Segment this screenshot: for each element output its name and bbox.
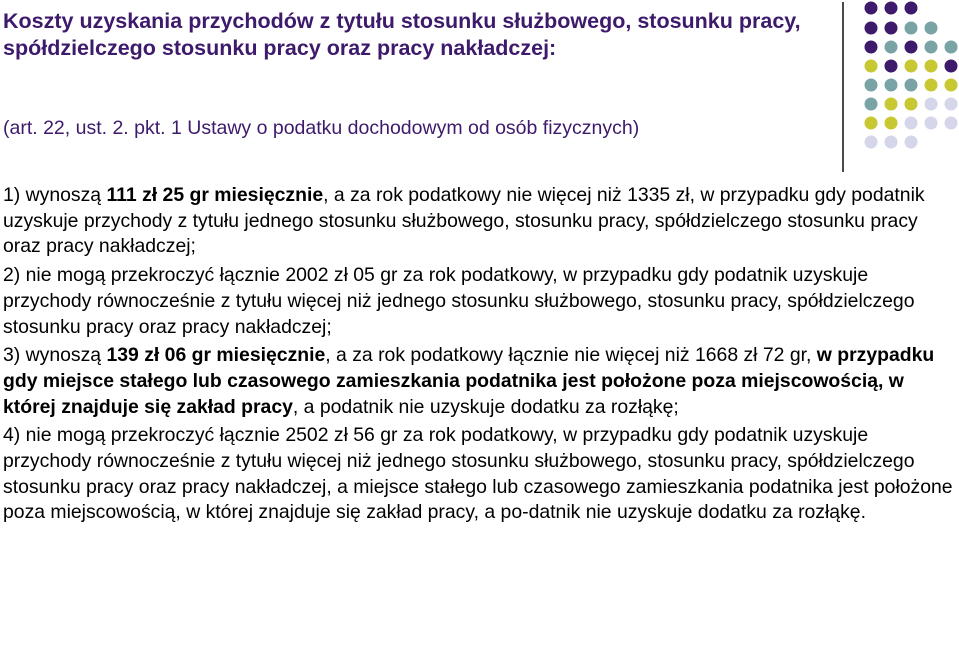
point-4 (3, 423, 953, 526)
decor-dot (905, 60, 918, 73)
decor-dot (945, 79, 958, 92)
decor-dot (925, 60, 938, 73)
point-1-part: 1) wynoszą (3, 184, 107, 206)
decor-dot (925, 117, 938, 130)
decor-dot (885, 136, 898, 149)
decor-dot (865, 98, 878, 111)
decor-dot (945, 41, 958, 54)
decor-dot (905, 79, 918, 92)
decor-dot (865, 136, 878, 149)
decor-dot (925, 79, 938, 92)
decor-dot (885, 60, 898, 73)
decor-dot (945, 60, 958, 73)
decor-dot (905, 41, 918, 54)
point-3 (3, 343, 953, 420)
point-2-part: 2) nie mogą przekroczyć łącznie 2002 zł 05 gr za rok podatkowy, w przypadku gdy podatnik uzyskuje przychody równocześnie z tytułu więcej niż jednego stosunku służbowego, stosunku pracy, spółdzielczego stosunku pracy oraz pracy nakładczej; (3, 264, 915, 338)
decor-dot (905, 136, 918, 149)
decor-dot (865, 79, 878, 92)
point-1 (3, 183, 953, 260)
divider-line (842, 2, 844, 172)
decor-dot (945, 117, 958, 130)
decor-dot (925, 98, 938, 111)
decor-dot (885, 117, 898, 130)
decor-dot (925, 22, 938, 35)
decor-dot (905, 2, 918, 15)
decor-dot (945, 98, 958, 111)
decor-dot (865, 117, 878, 130)
body-text (3, 183, 953, 526)
decor-dot (885, 22, 898, 35)
point-3-part: 3) wynoszą (3, 344, 107, 367)
decor-dot (885, 79, 898, 92)
decor-dot (865, 22, 878, 35)
point-4-part: 4) nie mogą przekroczyć łącznie 2502 zł 56 gr za rok podatkowy, w przypadku gdy podatnik uzyskuje przychody równocześnie z tytułu więcej niż jednego stosunku służbowego, stosunku pracy, spółdzielczego stosunku pracy oraz pracy nakładczej, a miejsce stałego lub czasowego zamieszkania podatnika jest położone poza miejscowością, w której znajduje się zakład pracy, a po-datnik nie uzyskuje dodatku za rozłąkę. (3, 424, 953, 524)
decor-dot (885, 2, 898, 15)
slide-title: Koszty uzyskania przychodów z tytułu stosunku służbowego, stosunku pracy, spółdzielczego stosunku pracy oraz pracy nakładczej: (3, 9, 801, 60)
decor-dot (865, 2, 878, 15)
point-2 (3, 263, 953, 340)
point-3-part: w przypadku gdy miejsce stałego lub czasowego zamieszkania podatnika jest położone poza miejscowością, w której znajduje się zakład pracy (3, 344, 935, 418)
decor-dot (865, 60, 878, 73)
point-1-part: , a za rok podatkowy nie więcej niż 1335 zł, w przypadku gdy podatnik uzyskuje przychody z tytułu jednego stosunku służbowego, stosunku pracy, spółdzielczego stosunku pracy oraz pracy nakładczej; (3, 184, 925, 258)
decor-dot (905, 98, 918, 111)
decor-dot (905, 22, 918, 35)
slide-subtitle: (art. 22, ust. 2. pkt. 1 Ustawy o podatku dochodowym od osób fizycznych) (3, 117, 640, 139)
decorative-dot-grid (862, 0, 958, 150)
point-3-part: , a podatnik nie uzyskuje dodatku za rozłąkę; (292, 395, 679, 418)
decor-dot (925, 41, 938, 54)
point-3-part: 139 zł 06 gr miesięcznie (106, 344, 326, 367)
decor-dot (905, 117, 918, 130)
point-3-part: , a za rok podatkowy łącznie nie więcej niż 1668 zł 72 gr, (325, 344, 817, 367)
decor-dot (865, 41, 878, 54)
decor-dot (885, 98, 898, 111)
decor-dot (885, 41, 898, 54)
point-1-part: 111 zł 25 gr miesięcznie (106, 184, 324, 206)
